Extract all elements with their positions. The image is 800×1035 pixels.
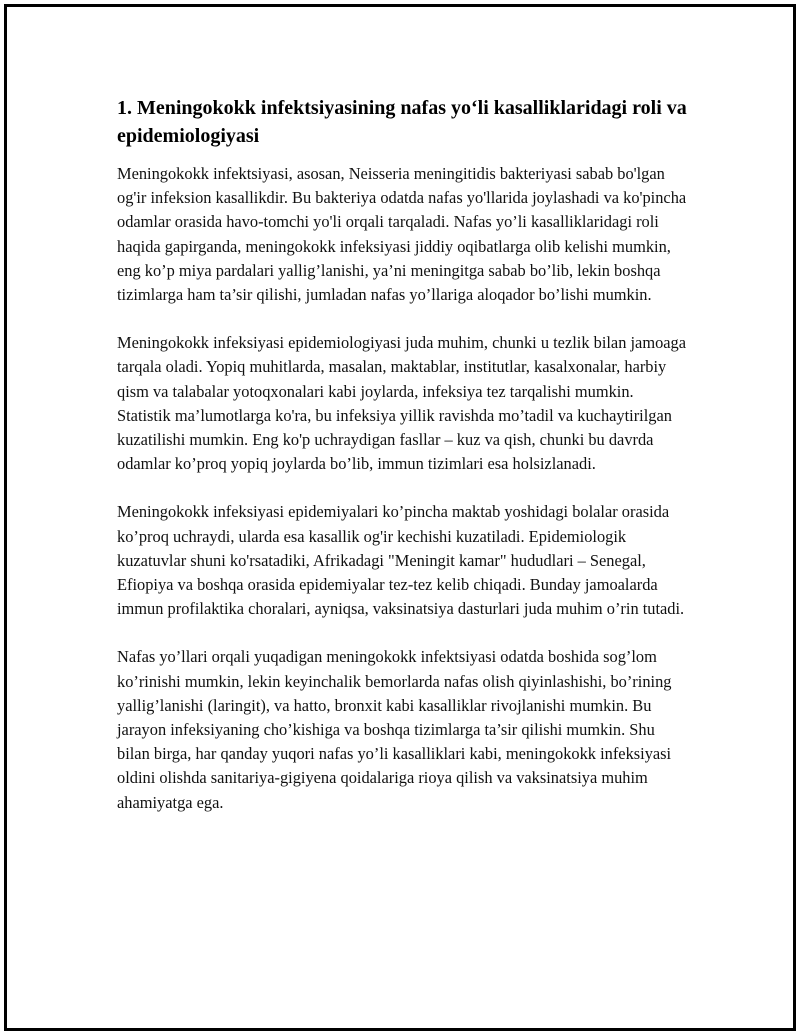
paragraph-1: Meningokokk infektsiyasi, asosan, Neisseria meningitidis bakteriyasi sabab bo'lgan og'ir infeksion kasallikdir. Bu bakteriya odatda nafas yo'llarida joylashadi va ko'pincha odamlar orasida havo-tomchi yo'li orqali tarqaladi. Nafas yo’li kasalliklaridagi roli haqida gapirganda, meningokokk infeksiyasi jiddiy oqibatlarga olib kelishi mumkin, eng ko’p miya pardalari yallig’lanishi, ya’ni meningitga sabab bo’lib, lekin boshqa tizimlarga ham ta’sir qilishi, jumladan nafas yo’llariga aloqador bo’lishi mumkin. [117, 164, 687, 305]
paragraph-3: Meningokokk infeksiyasi epidemiyalari ko’pincha maktab yoshidagi bolalar orasida ko’proq uchraydi, ularda esa kasallik og'ir kechishi kuzatiladi. Epidemiologik kuzatuvlar shuni ko'rsatadiki, Afrikadagi "Meningit kamar" hududlari – Senegal, Efiopiya va boshqa orasida epidemiyalar tez-tez kelib chiqadi. Bunday jamoalarda immun profilaktika choralari, ayniqsa, vaksinatsiya dasturlari juda muhim o’rin tutadi. [117, 502, 685, 619]
document-body [117, 94, 687, 839]
paragraph-4: Nafas yo’llari orqali yuqadigan meningokokk infektsiyasi odatda boshida sog’lom ko’rinishi mumkin, lekin keyinchalik bemorlarda nafas olish qiyinlashishi, bo’rining yallig’lanishi (laringit), va hatto, bronxit kabi kasalliklar rivojlanishi mumkin. Bu jarayon infeksiyaning cho’kishiga va boshqa tizimlarga ta’sir qilishi mumkin. Shu bilan birga, har qanday yuqori nafas yo’li kasalliklari kabi, meningokokk infeksiyasi oldini olishda sanitariya-gigiyena qoidalariga rioya qilish va vaksinatsiya muhim ahamiyatga ega. [117, 647, 672, 812]
paragraph-2: Meningokokk infeksiyasi epidemiologiyasi juda muhim, chunki u tezlik bilan jamoaga tarqala oladi. Yopiq muhitlarda, masalan, maktablar, institutlar, kasalxonalar, harbiy qism va talabalar yotoqxonalari kabi joylarda, infeksiya tez tarqalishi mumkin. Statistik ma’lumotlarga ko'ra, bu infeksiya yillik ravishda mo’tadil va kuchaytirilgan kuzatilishi mumkin. Eng ko'p uchraydigan fasllar – kuz va qish, chunki bu davrda odamlar ko’proq yopiq joylarda bo’lib, immun tizimlari esa holsizlanadi. [117, 333, 687, 474]
section-heading: 1. Meningokokk infektsiyasining nafas yo‘li kasalliklaridagi roli va epidemiologiyasi [117, 97, 687, 147]
